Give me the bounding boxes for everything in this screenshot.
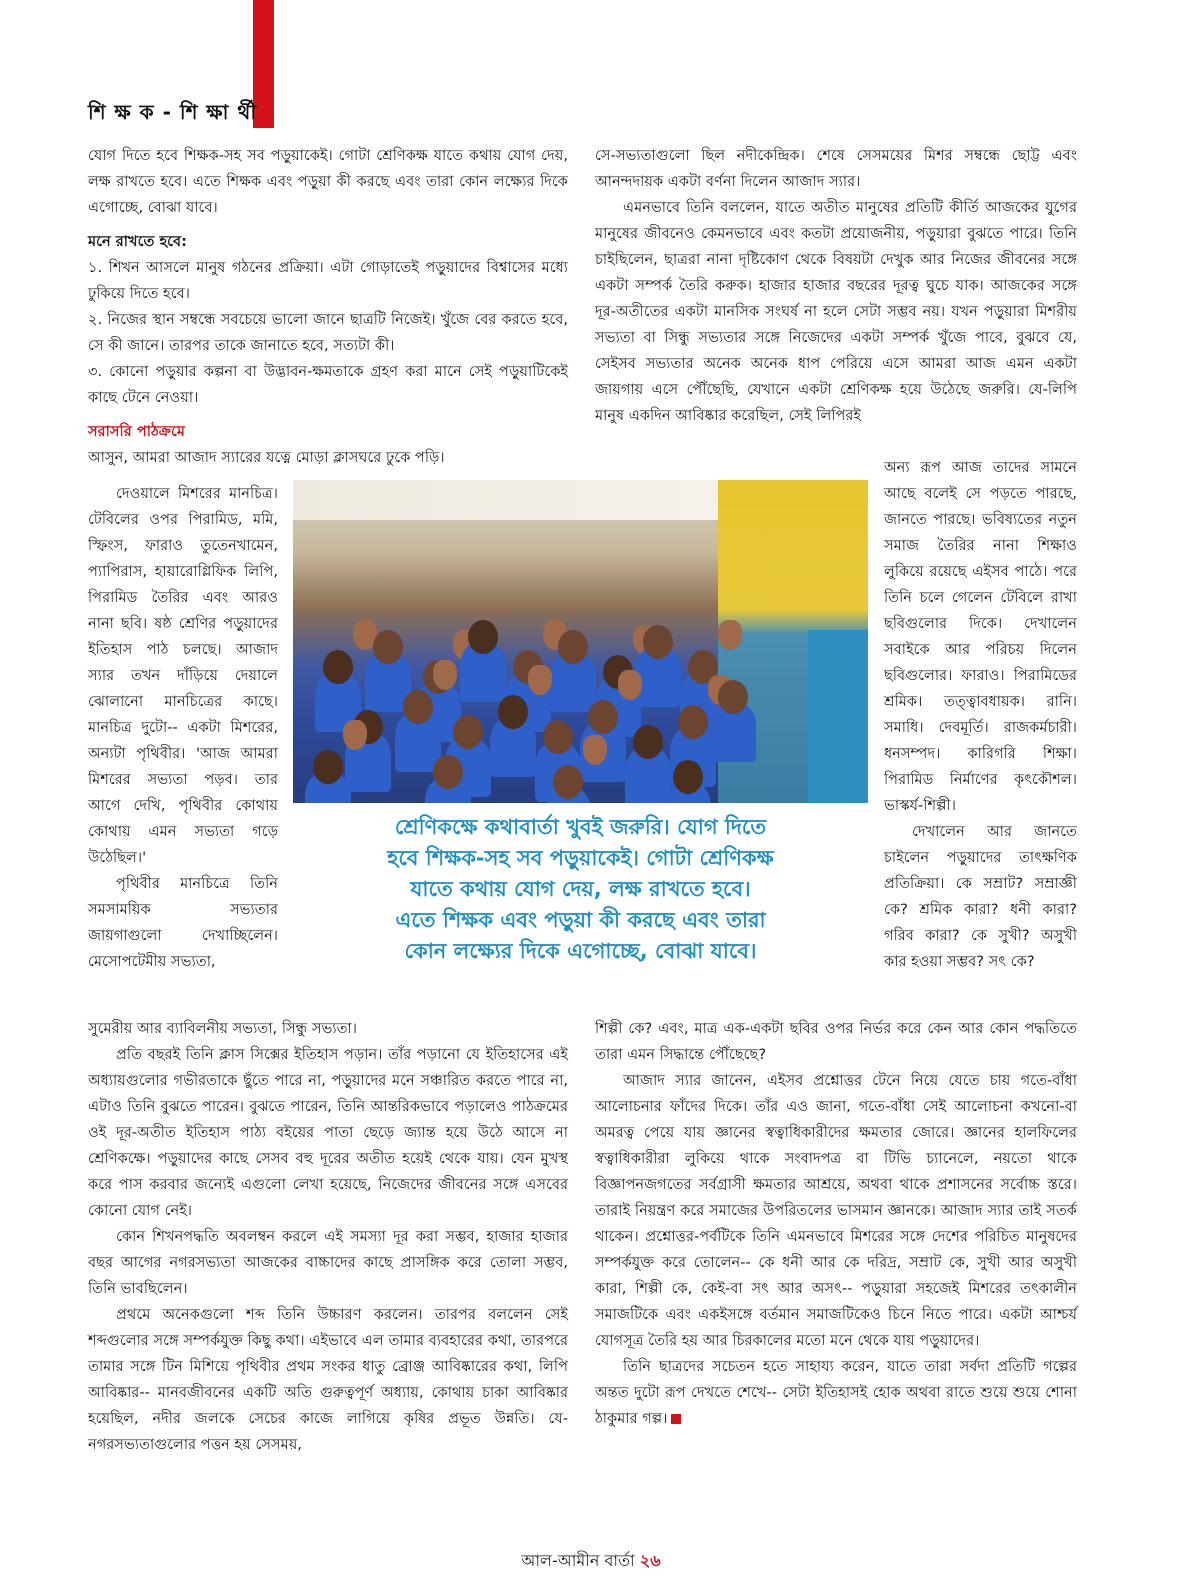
photo-child-head [433, 755, 463, 789]
paragraph-text: তিনি ছাত্রদের সচেতন হতে সাহায্য করেন, যাতে তারা সর্বদা প্রতিটি গল্পের অন্তত দুটো রূপ দেখতে শেখে-- সেটা ইতিহাসই হোক অথবা রাতে শুয়ে শুয়ে শোনা ঠাকুমার গল্প। [595, 1358, 1077, 1427]
list-item: ৩. কোনো পড়ুয়ার কল্পনা বা উদ্ভাবন-ক্ষমতাকে গ্রহণ করা মানে সেই পড়ুয়াটিকেই কাছে টেনে নেওয়া। [88, 363, 568, 406]
photo-raised-hand [583, 735, 607, 765]
photo-raised-hand [343, 720, 367, 750]
paragraph: কোন শিখনপদ্ধতি অবলম্বন করলে এই সমস্যা দূর করা সম্ভব, হাজার হাজার বছর আগের নগরসভ্যতা আজকের বাচ্চাদের কাছে প্রাসঙ্গিক করে তোলা সম্ভব, তিনি ভাবছিলেন। [88, 1228, 568, 1297]
photo-child-head [588, 700, 618, 734]
photo-child-head [558, 630, 588, 664]
photo-child-head [468, 620, 498, 654]
photo-child-head [643, 625, 673, 659]
column-right-narrow [884, 455, 1077, 975]
pull-quote [293, 812, 868, 967]
page-number: ২৬ [639, 1551, 661, 1570]
photo-child-head [678, 705, 708, 739]
paragraph: যোগ দিতে হবে শিক্ষক-সহ সব পড়ুয়াকেই। গোটা শ্রেণিকক্ষ যাতে কথায় যোগ দেয়, লক্ষ রাখতে হবে। এতে শিক্ষক এবং পড়ুয়া কী করছে এবং তারা কোন লক্ষ্যের দিকে এগোচ্ছে, বোঝা যাবে। [88, 147, 568, 216]
paragraph: আসুন, আমরা আজাদ স্যারের যত্নে মোড়া ক্লাসঘরে ঢুকে পড়ি। [88, 449, 445, 466]
pull-quote-line: যাতে কথায় যোগ দেয়, লক্ষ রাখতে হবে। [410, 877, 751, 901]
column-left-upper [88, 143, 568, 471]
photo-child-head [633, 725, 663, 759]
column-left-lower [88, 1016, 568, 1458]
photo-child-head [373, 630, 403, 664]
paragraph: শিল্পী কে? এবং, মাত্র এক-একটা ছবির ওপর নির্ভর করে কেন আর কোন পদ্ধতিতে তারা এমন সিদ্ধান্তে পৌঁছেছে? [595, 1020, 1077, 1063]
paragraph [595, 1354, 1077, 1432]
paragraph: পৃথিবীর মানচিত্রে তিনি সমসাময়িক সভ্যতার জায়গাগুলো দেখাচ্ছিলেন। মেসোপটেমীয় সভ্যতা, [88, 875, 278, 970]
page-footer [0, 1548, 1182, 1575]
photo-raised-hand [618, 670, 642, 700]
pull-quote-line: এতে শিক্ষক এবং পড়ুয়া কী করছে এবং তারা [395, 908, 766, 932]
paragraph: প্রথমে অনেকগুলো শব্দ তিনি উচ্চারণ করলেন। তারপর বললেন সেই শব্দগুলোর সঙ্গে সম্পর্কযুক্ত কিছু কথা। এইভাবে এল তামার ব্যবহারের কথা, তারপরে তামার সঙ্গে টিন মিশিয়ে পৃথিবীর প্রথম সংকর ধাতু ব্রোঞ্জ আবিষ্কারের কথা, লিপি আবিষ্কার-- মানবজীবনের একটি অতি গুরুত্বপূর্ণ অধ্যায়, কোথায় চাকা আবিষ্কার হয়েছিল, নদীর জলকে সেচের কাজে লাগিয়ে কৃষির প্রভূত উন্নতি। যে-নগরসভ্যতাগুলোর পত্তন হয় সেসময়, [88, 1306, 568, 1453]
photo-raised-hand [718, 620, 742, 650]
column-left-narrow [88, 481, 278, 975]
list-item: ২. নিজের স্থান সম্বন্ধে সবচেয়ে ভালো জানে ছাত্রটি নিজেই। খুঁজে বের করতে হবে, সে কী জানে। তারপর তাকে জানাতে হবে, সত্যটা কী। [88, 311, 568, 354]
list-item: ১. শিখন আসলে মানুষ গঠনের প্রক্রিয়া। এটা গোড়াতেই পড়ুয়াদের বিশ্বাসের মধ্যে ঢুকিয়ে দিতে হবে। [88, 259, 568, 302]
paragraph: আজাদ স্যার জানেন, এইসব প্রশ্নোত্তর টেনে নিয়ে যেতে চায় গতে-বাঁধা আলোচনার ফাঁদের দিকে। তাঁর এও জানা, গতে-বাঁধা সেই আলোচনা কখনো-বা অমরত্ব পেয়ে যায় জ্ঞানের স্বত্বাধিকারীদের ক্ষমতার জোরে। জ্ঞানের হালফিলের স্বত্বাধিকারীরা লুকিয়ে থাকে সংবাদপত্র বা টিভি চ্যানেলে, নয়তো থাকে বিজ্ঞাপনজগতের সর্বগ্রাসী ক্ষমতার আশ্রয়ে, অথবা থাকে প্রশাসনের সর্বোচ্চ স্তরে। তারাই নিয়ন্ত্রণ করে সমাজের উপরিতলের ভাসমান জ্ঞানকে। আজাদ স্যার তাই সতর্ক থাকেন। প্রশ্নোত্তর-পর্বটিকে তিনি এমনভাবে মিশরের সঙ্গে দেশের পরিচিত মানুষদের সম্পর্কযুক্ত করে তোলেন-- কে ধনী আর কে দরিদ্র, সম্রাট কে, সুখী আর অসুখী কারা, শিল্পী কে, কেই-বা সৎ আর অসৎ-- পড়ুয়ারা সহজেই মিশরের তৎকালীন সমাজটিকে এবং একইসঙ্গে বর্তমান সমাজটিকেও চিনে নিতে পারে। একটা আশ্চর্য যোগসূত্র তৈরি হয় আর চিরকালের মতো মনে থেকে যায় পড়ুয়াদের। [595, 1072, 1077, 1349]
column-right-upper [595, 143, 1077, 429]
end-mark-icon [671, 1414, 681, 1424]
magazine-name: আল-আমীন বার্তা [521, 1551, 635, 1570]
photo-child-head [718, 680, 748, 714]
photo-child-head [498, 695, 528, 729]
photo-child-head [323, 650, 353, 684]
paragraph: অন্য রূপ আজ তাদের সামনে আছে বলেই সে পড়তে পারছে, জানতে পারছে। ভবিষ্যতের নতুন সমাজ তৈরির নানা শিক্ষাও লুকিয়ে রয়েছে এইসব পাঠে। পরে তিনি চলে গেলেন টেবিলে রাখা ছবিগুলোর দিকে। দেখালেন সবাইকে আর পরিচয় দিলেন ছবিগুলোর। ফারাও। পিরামিডের শ্রমিক। তত্ত্বাবধায়ক। রানি। সমাধি। দেবমূর্তি। রাজকর্মচারী। ধনসম্পদ। কারিগরি শিক্ষা। পিরামিড নির্মাণের কৃৎকৌশল। ভাস্কর্য-শিল্পী। [884, 459, 1077, 814]
column-right-lower [595, 1016, 1077, 1432]
paragraph: দেওয়ালে মিশরের মানচিত্র। টেবিলের ওপর পিরামিড, মমি, স্ফিংস, ফারাও তুতেনখামেন, প্যাপিরাস, হায়ারোগ্লিফিক লিপি, পিরামিড তৈরির এবং আরও নানা ছবি। ষষ্ঠ শ্রেণির পড়ুয়াদের ইতিহাস পাঠ চলছে। আজাদ স্যার তখন দাঁড়িয়ে দেয়ালে ঝোলানো মানচিত্রের কাছে। মানচিত্র দুটো-- একটা মিশরের, অন্যটা পৃথিবীর। 'আজ আমরা মিশরের সভ্যতা পড়ব। তার আগে দেখি, পৃথিবীর কোথায় কোথায় এমন সভ্যতা গড়ে উঠেছিল।' [88, 485, 278, 866]
pull-quote-line: কোন লক্ষ্যের দিকে এগোচ্ছে, বোঝা যাবে। [404, 939, 757, 963]
photo-child-head [453, 715, 483, 749]
photo-child-head [543, 720, 573, 754]
paragraph: সুমেরীয় আর ব্যাবিলনীয় সভ্যতা, সিন্ধু সভ্যতা। [88, 1020, 357, 1037]
pull-quote-line: হবে শিক্ষক-সহ সব পড়ুয়াকেই। গোটা শ্রেণিকক্ষ [387, 846, 774, 870]
photo-raised-hand [528, 665, 552, 695]
section-label: শি ক্ষ ক - শি ক্ষা র্থী [88, 100, 258, 124]
paragraph: সে-সভ্যতাগুলো ছিল নদীকেন্দ্রিক। শেষে সেসময়ের মিশর সম্বন্ধে ছোট্ট এবং আনন্দদায়ক একটা বর্ণনা দিলেন আজাদ স্যার। [595, 147, 1077, 190]
subheading-remember: মনে রাখতে হবে: [88, 233, 187, 250]
photo-door [808, 630, 868, 803]
photo-child-head [673, 760, 703, 794]
photo-child-head [553, 765, 583, 799]
photo-child-head [313, 750, 343, 784]
paragraph: এমনভাবে তিনি বললেন, যাতে অতীত মানুষের প্রতিটি কীর্তি আজকের যুগের মানুষের জীবনেও কেমনভাবে এবং কতটা প্রয়োজনীয়, পড়ুয়ারা বুঝতে পারে। তিনি চাইছিলেন, ছাত্ররা নানা দৃষ্টিকোণ থেকে বিষয়টা দেখুক আর নিজের জীবনের সঙ্গে একটা সম্পর্ক তৈরি করুক। হাজার হাজার বছরের দূরত্ব ঘুচে যাক। আজকের সঙ্গে দূর-অতীতের একটা মানসিক সংঘর্ষ না হলে সেটা সম্ভব নয়। যখন পড়ুয়ারা মিশরীয় সভ্যতা বা সিন্ধু সভ্যতার সঙ্গে নিজেদের একটা সম্পর্ক খুঁজে পাবে, বুঝবে যে, সেইসব সভ্যতার অনেক অনেক ধাপ পেরিয়ে এসে আমরা আজ এমন একটা জায়গায় এসে পৌঁছেছি, যেখানে একটা শ্রেণিকক্ষ হয়ে উঠেছে জরুরি। যে-লিপি মানুষ একদিন আবিষ্কার করেছিল, সেই লিপিরই [595, 199, 1077, 424]
paragraph: প্রতি বছরই তিনি ক্লাস সিক্সের ইতিহাস পড়ান। তাঁর পড়ানো যে ইতিহাসের এই অধ্যায়গুলোর গভীরতাকে ছুঁতে পারে না, পড়ুয়াদের মনে সঞ্চারিত করতে পারে না, এটাও তিনি বুঝতে পারেন। বুঝতে পারেন, তিনি আন্তরিকভাবে পড়ালেও পাঠক্রমের ওই দূর-অতীত ইতিহাস পাঠ্য বইয়ের পাতা ছেড়ে জ্যান্ত হয়ে উঠে আসে না শ্রেণিকক্ষে। পড়ুয়াদের কাছে সেসব বহু দূরের অতীত হয়েই থেকে যায়। যেন মুখস্থ করে পাস করবার জন্যেই এগুলো লেখা হয়েছে, নিজেদের জীবনের সঙ্গে এসবের কোনো যোগ নেই। [88, 1046, 568, 1219]
photo-child-head [403, 690, 433, 724]
classroom-photo [293, 480, 868, 803]
pull-quote-line: শ্রেণিকক্ষে কথাবার্তা খুবই জরুরি। যোগ দিতে [394, 815, 767, 839]
paragraph: দেখালেন আর জানতে চাইলেন পড়ুয়াদের তাৎক্ষণিক প্রতিক্রিয়া। কে সম্রাট? সম্রাজ্ঞী কে? শ্রমিক কারা? ধনী কারা? গরিব কারা? কে সুখী? অসুখী কার হওয়া সম্ভব? সৎ কে? [884, 823, 1077, 970]
subheading-direct-curriculum: সরাসরি পাঠক্রমে [88, 423, 185, 440]
photo-raised-hand [433, 660, 457, 690]
